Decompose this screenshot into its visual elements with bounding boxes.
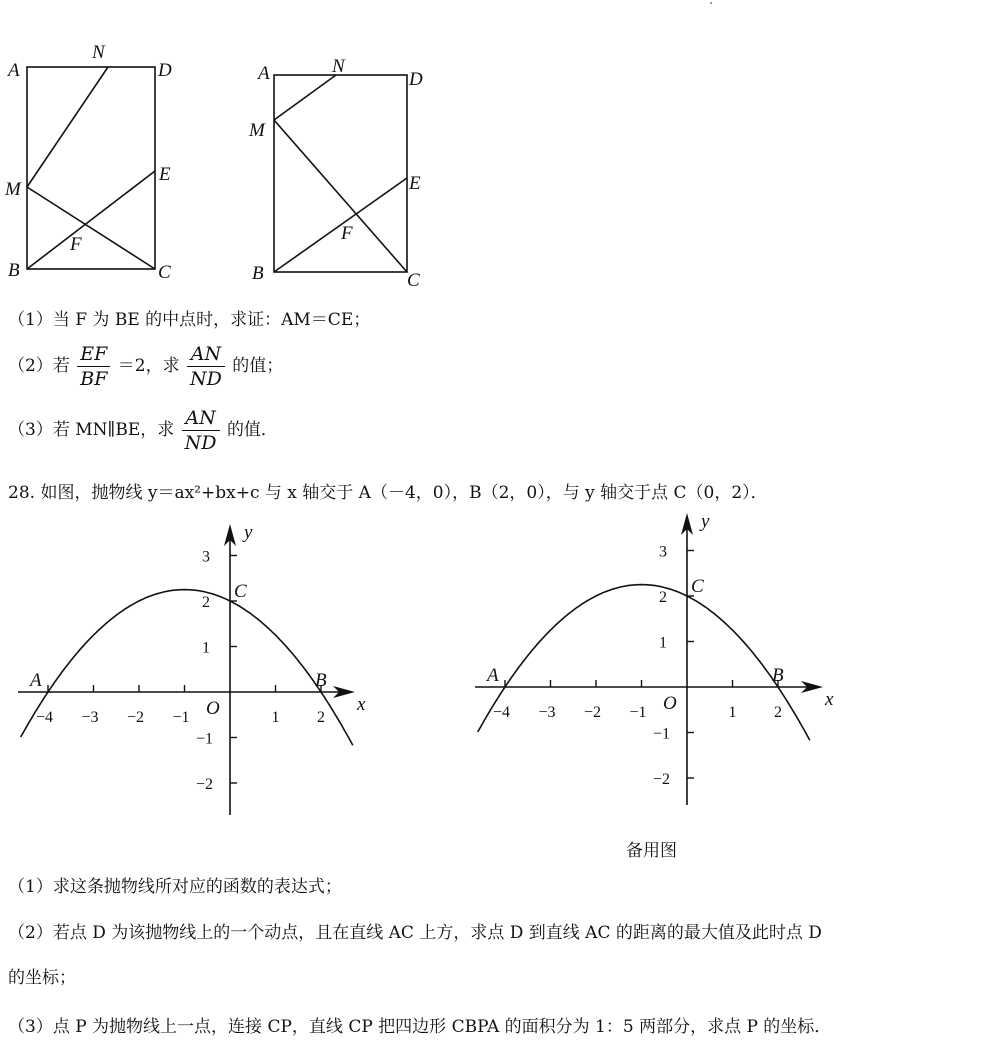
y-tick-label: −2 bbox=[196, 776, 214, 793]
point-label-C: C bbox=[691, 576, 704, 597]
x-axis-label: x bbox=[825, 689, 834, 710]
x-tick-label: −1 bbox=[172, 709, 190, 726]
q28-part2-line1: （2）若点 D 为该抛物线上的一个动点，且在直线 AC 上方，求点 D 到直线 AC 的距离的最大值及此时点 D bbox=[8, 923, 822, 943]
label-C: C bbox=[407, 270, 420, 291]
fraction-an-nd bbox=[187, 342, 225, 391]
point-label-A: A bbox=[487, 665, 499, 686]
segment-mc bbox=[27, 187, 155, 269]
y-tick-label: 3 bbox=[659, 543, 667, 561]
label-F: F bbox=[341, 223, 353, 244]
fraction-denominator: ND bbox=[190, 368, 222, 390]
label-D: D bbox=[409, 69, 423, 90]
label-B: B bbox=[8, 260, 20, 281]
y-tick-label: −2 bbox=[653, 771, 671, 788]
q28-part2-line2: 的坐标； bbox=[8, 968, 76, 988]
label-F: F bbox=[70, 234, 82, 255]
label-N: N bbox=[92, 42, 105, 63]
fraction-numerator: EF bbox=[77, 342, 110, 367]
label-D: D bbox=[158, 60, 172, 81]
segment-mc bbox=[274, 120, 407, 272]
y-tick-label: 3 bbox=[202, 548, 210, 566]
label-M: M bbox=[5, 179, 21, 200]
x-tick-label: −2 bbox=[127, 709, 145, 726]
y-tick-label: 1 bbox=[659, 634, 667, 652]
y-tick-label: 2 bbox=[659, 589, 667, 606]
label-N: N bbox=[332, 56, 345, 77]
x-tick-label: −3 bbox=[81, 709, 99, 726]
q27-part1: （1）当 F 为 BE 的中点时，求证：AM＝CE； bbox=[8, 310, 371, 330]
point-label-A: A bbox=[30, 670, 42, 691]
rect-figure-2 bbox=[240, 0, 440, 295]
q28-intro: 28. 如图，抛物线 y＝ax²+bx+c 与 x 轴交于 A（－4，0），B（2，0），与 y 轴交于点 C（0，2）． bbox=[8, 483, 768, 503]
fraction-denominator: ND bbox=[184, 432, 217, 454]
y-axis-label: y bbox=[244, 522, 253, 543]
y-tick-label: 2 bbox=[202, 594, 210, 611]
label-E: E bbox=[409, 173, 421, 194]
q27-part2-mid: ＝2，求 bbox=[117, 356, 180, 376]
fraction-an-nd bbox=[182, 406, 220, 455]
fraction-ef-bf bbox=[77, 342, 110, 391]
q27-part3-suffix: 的值． bbox=[226, 420, 278, 440]
point-label-C: C bbox=[234, 581, 247, 602]
x-tick-label: 2 bbox=[317, 709, 325, 726]
label-E: E bbox=[159, 164, 171, 185]
q27-part2 bbox=[8, 342, 283, 391]
segment-mn bbox=[274, 75, 336, 120]
q28-part1: （1）求这条抛物线所对应的函数的表达式； bbox=[8, 877, 342, 897]
q27-part2-suffix: 的值； bbox=[232, 356, 284, 376]
label-A: A bbox=[258, 63, 270, 84]
point-label-O: O bbox=[663, 693, 677, 714]
x-tick-label: −3 bbox=[538, 704, 556, 721]
y-tick-label: 1 bbox=[202, 639, 210, 657]
q27-part3-prefix: （3）若 MN∥BE，求 bbox=[8, 420, 175, 440]
x-tick-label: 1 bbox=[271, 709, 280, 726]
label-M: M bbox=[249, 120, 265, 141]
point-label-B: B bbox=[315, 670, 327, 691]
y-tick-label: −1 bbox=[196, 730, 214, 748]
point-label-O: O bbox=[206, 698, 220, 719]
segment-be bbox=[27, 171, 155, 269]
x-tick-label: −2 bbox=[584, 704, 602, 721]
rect-abcd bbox=[27, 67, 155, 269]
q27-part3 bbox=[8, 406, 278, 455]
rect-figure-1 bbox=[0, 0, 200, 290]
parabola-graph-backup bbox=[455, 505, 895, 815]
backup-figure-caption: 备用图 bbox=[626, 841, 677, 861]
point-label-B: B bbox=[772, 665, 784, 686]
x-tick-label: 2 bbox=[774, 704, 782, 721]
fraction-numerator: AN bbox=[182, 406, 220, 431]
parabola-graph-main bbox=[0, 510, 440, 820]
x-tick-label: −4 bbox=[493, 704, 511, 721]
y-axis-label: y bbox=[701, 511, 710, 532]
y-tick-label: −1 bbox=[653, 725, 671, 743]
x-tick-label: −4 bbox=[36, 709, 54, 726]
q27-part2-prefix: （2）若 bbox=[8, 356, 70, 376]
label-C: C bbox=[158, 262, 171, 283]
fraction-denominator: BF bbox=[80, 368, 108, 390]
label-A: A bbox=[8, 60, 20, 81]
q28-part3: （3）点 P 为抛物线上一点，连接 CP，直线 CP 把四边形 CBPA 的面积分为 1：5 两部分，求点 P 的坐标． bbox=[8, 1017, 832, 1037]
x-tick-label: −1 bbox=[629, 704, 647, 721]
segment-mn bbox=[27, 67, 108, 187]
x-tick-label: 1 bbox=[728, 704, 737, 721]
fraction-numerator: AN bbox=[187, 342, 225, 367]
x-axis-label: x bbox=[357, 694, 366, 715]
speck bbox=[710, 2, 712, 4]
label-B: B bbox=[252, 263, 264, 284]
